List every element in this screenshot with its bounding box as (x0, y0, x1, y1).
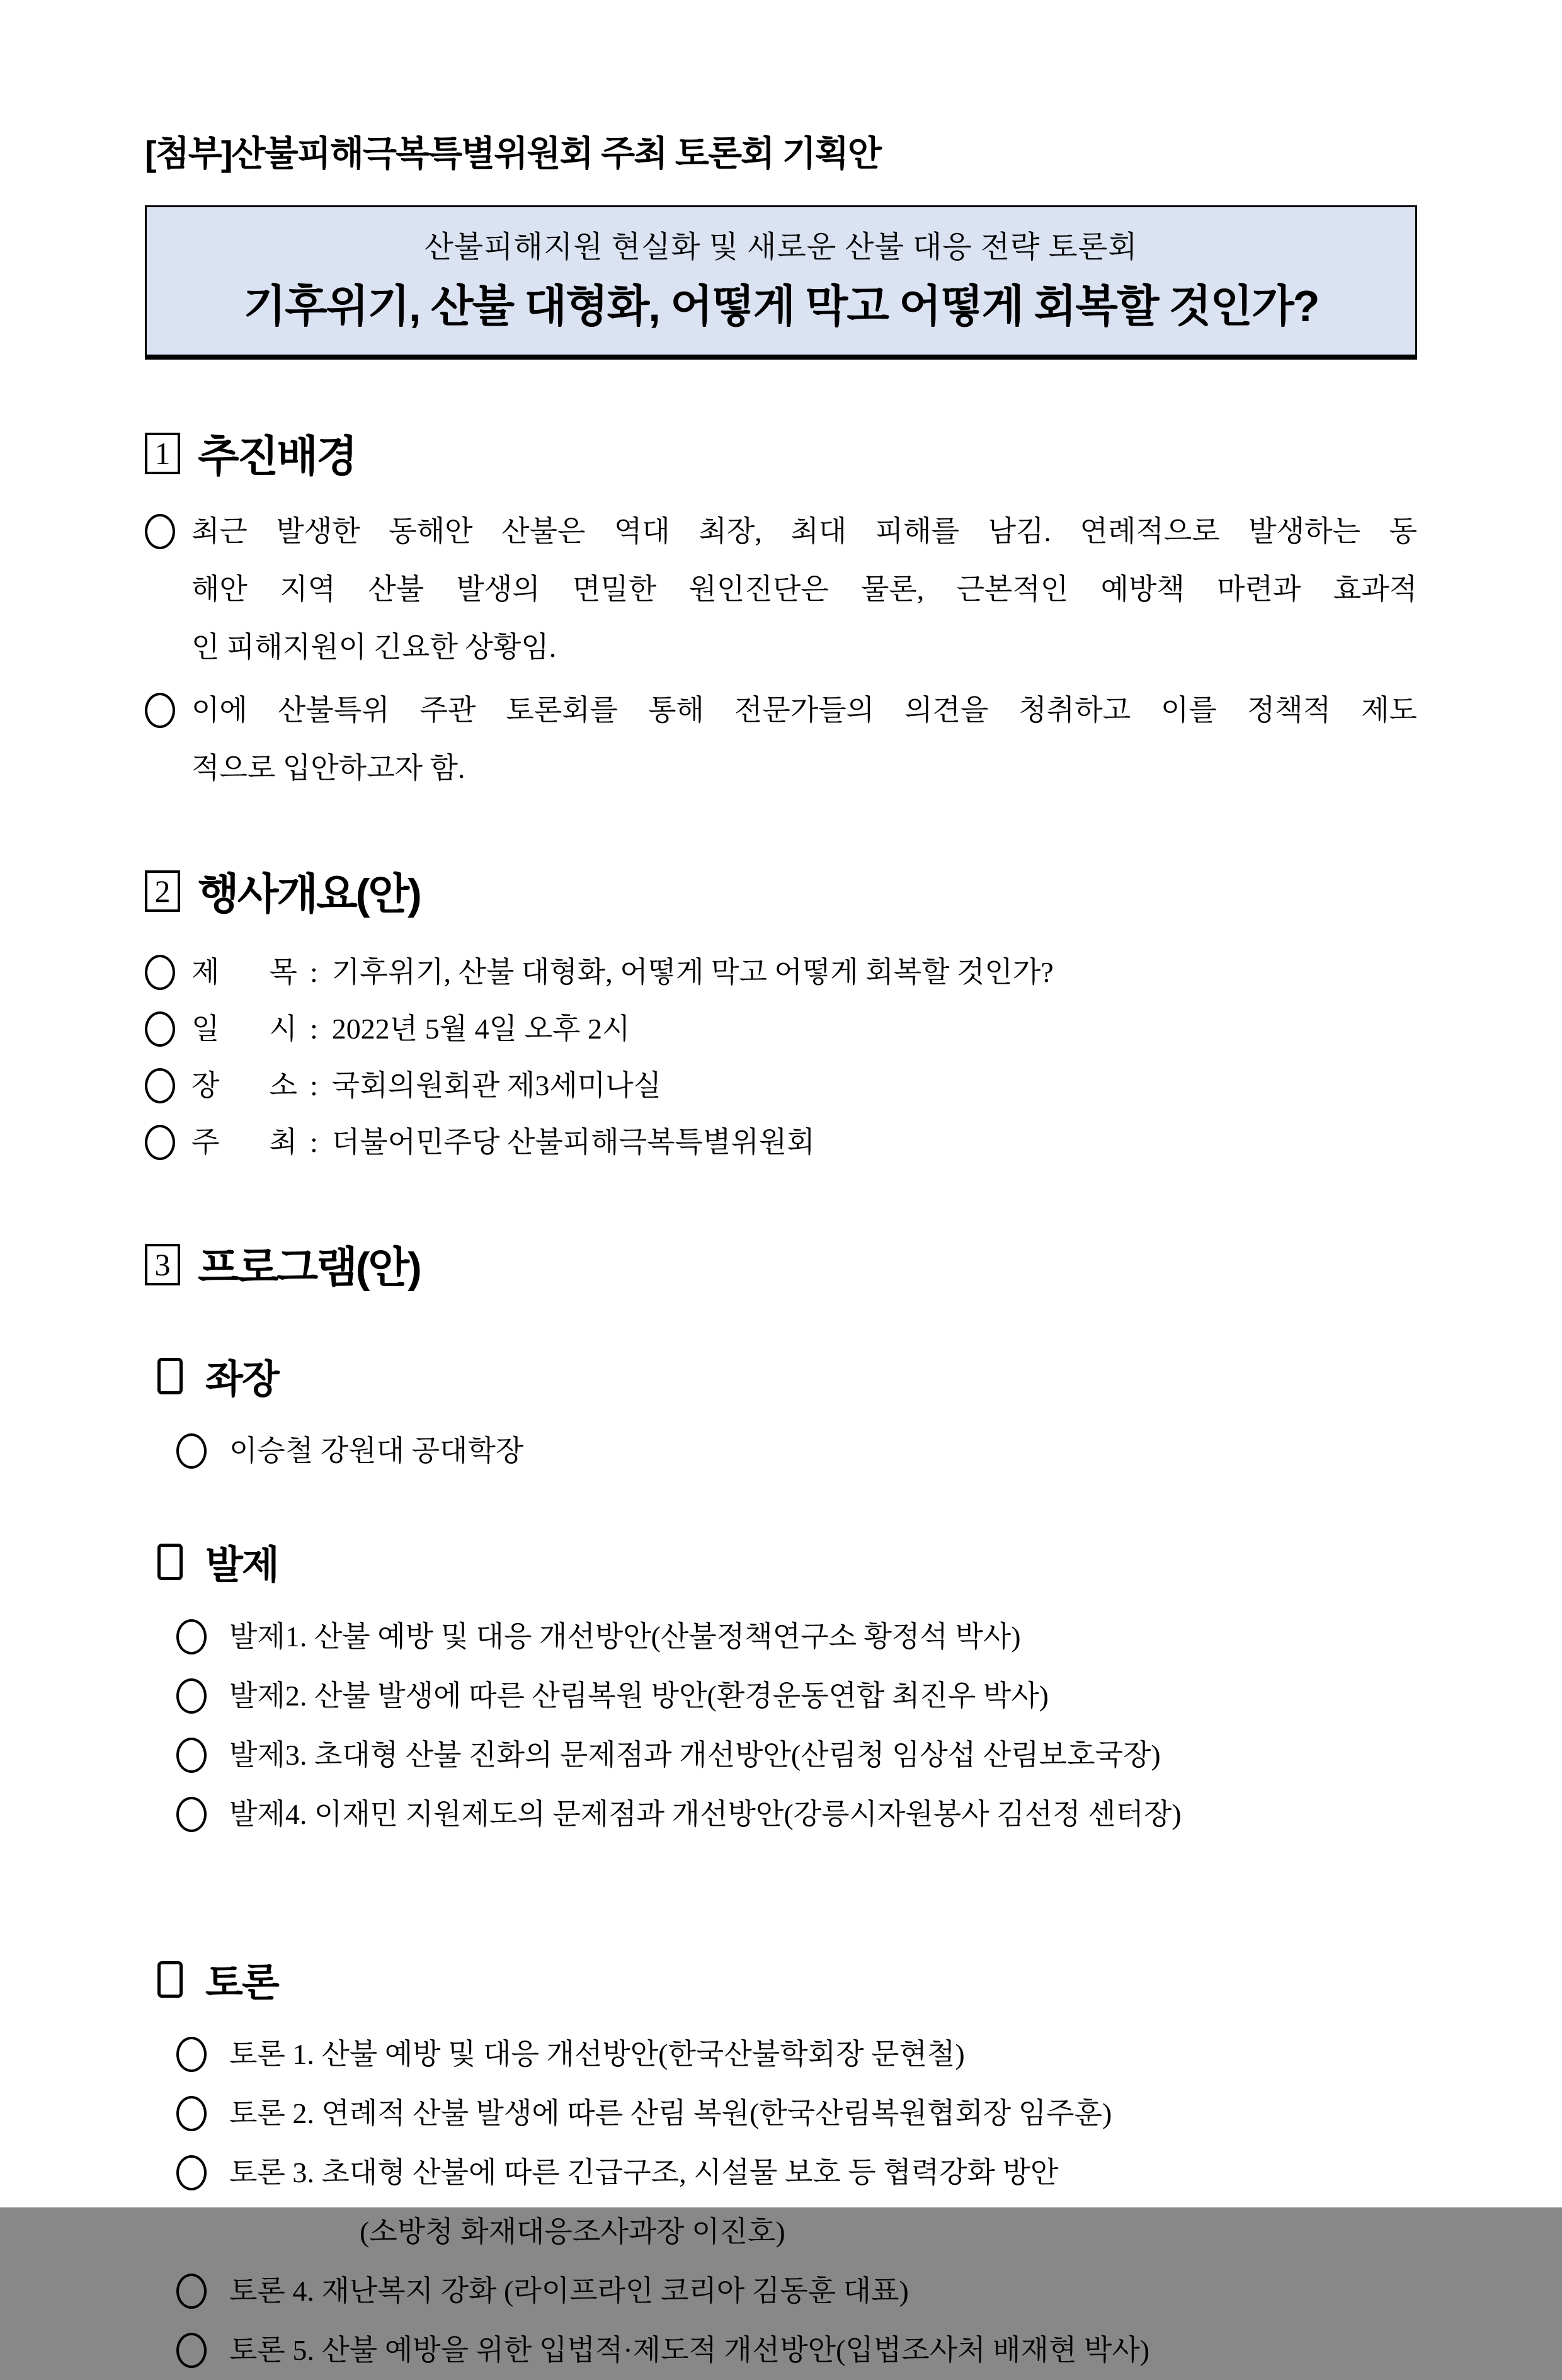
item-text: 발제1. 산불 예방 및 대응 개선방안(산불정책연구소 황정석 박사) (229, 1620, 1021, 1653)
circle-bullet (176, 2096, 207, 2131)
field-colon: : (310, 956, 318, 988)
item-list (176, 2025, 1417, 2380)
item-text: 토론 2. 연례적 산불 발생에 따른 산림 복원(한국산림복원협회장 임주훈) (229, 2097, 1112, 2129)
list-item (176, 1785, 1417, 1844)
subsection-heading (157, 1951, 1417, 2007)
item-text: 발제3. 초대형 산불 진화의 문제점과 개선방안(산림청 임상섭 산림보호국장) (229, 1739, 1161, 1771)
circle-bullet (176, 1433, 207, 1469)
field-label: 장 소 (191, 1069, 297, 1102)
circle-bullet (176, 1797, 207, 1832)
section-number-box (145, 1244, 180, 1285)
item-text: 토론 3. 초대형 산불에 따른 긴급구조, 시설물 보호 등 협력강화 방안 (229, 2156, 1059, 2189)
list-item-continuation (176, 2202, 1417, 2262)
subsection-title: 좌장 (205, 1358, 278, 1401)
paragraph-text (191, 503, 1417, 676)
paragraph-block (145, 503, 1417, 797)
circle-bullet (176, 1678, 207, 1714)
section-number: 3 (154, 1246, 171, 1282)
field-colon: : (310, 1069, 318, 1102)
section-number-box (145, 433, 180, 474)
field-row (145, 1057, 1417, 1114)
field-text (191, 944, 1417, 1001)
list-item (176, 2084, 1417, 2143)
subsection-title: 발제 (205, 1544, 278, 1587)
square-bullet (157, 1961, 183, 1998)
field-text (191, 1057, 1417, 1114)
field-row (145, 1114, 1417, 1171)
square-bullet (157, 1544, 183, 1580)
field-value: 더불어민주당 산불피해극복특별위원회 (331, 1126, 815, 1158)
paragraph (145, 681, 1417, 797)
circle-bullet (176, 2037, 207, 2072)
subsection-presentations (145, 1534, 1417, 1844)
subsection-heading (157, 1348, 1417, 1404)
circle-bullet (176, 1619, 207, 1654)
field-row (145, 1001, 1417, 1057)
section-heading (145, 860, 1417, 921)
circle-bullet (145, 1125, 175, 1160)
item-text: 토론 1. 산불 예방 및 대응 개선방안(한국산불학회장 문현철) (229, 2038, 965, 2070)
section-number: 2 (154, 873, 171, 909)
field-value: 2022년 5월 4일 오후 2시 (331, 1013, 630, 1045)
item-list (176, 1421, 1417, 1481)
circle-bullet (176, 2274, 207, 2309)
item-text: 발제4. 이재민 지원제도의 문제점과 개선방안(강릉시자원봉사 김선정 센터장) (229, 1798, 1182, 1830)
field-label: 일 시 (191, 1013, 297, 1045)
paragraph-text (191, 681, 1417, 797)
circle-bullet (176, 1738, 207, 1773)
item-list (176, 1607, 1417, 1844)
banner-subtitle: 산불피해지원 현실화 및 새로운 산불 대응 전략 토론회 (424, 231, 1138, 264)
list-item (176, 1607, 1417, 1666)
paragraph-line: 적으로 입안하고자 함. (191, 752, 465, 784)
list-item (176, 1421, 1417, 1481)
field-text (191, 1114, 1417, 1171)
square-bullet (157, 1358, 183, 1394)
field-colon: : (310, 1126, 318, 1158)
circle-bullet (145, 1011, 175, 1047)
field-label: 제 목 (191, 956, 297, 988)
circle-bullet (145, 1068, 175, 1103)
paragraph-line: 인 피해지원이 긴요한 상황임. (191, 631, 557, 663)
subsection-title: 토론 (205, 1961, 278, 2005)
list-item (176, 1726, 1417, 1785)
section-heading (145, 1234, 1417, 1295)
banner (145, 205, 1417, 360)
field-label: 주 최 (191, 1126, 297, 1158)
field-list (145, 944, 1417, 1171)
subsection-heading (157, 1534, 1417, 1590)
list-item (176, 1666, 1417, 1726)
field-row (145, 944, 1417, 1001)
list-item (176, 2262, 1417, 2321)
circle-bullet (176, 2155, 207, 2190)
item-text: 이승철 강원대 공대학장 (229, 1435, 524, 1467)
field-colon: : (310, 1013, 318, 1045)
item-text: 토론 5. 산불 예방을 위한 입법적·제도적 개선방안(입법조사처 배재현 박사) (229, 2334, 1150, 2366)
item-text: 발제2. 산불 발생에 따른 산림복원 방안(환경운동연합 최진우 박사) (229, 1680, 1049, 1712)
section-number-box (145, 870, 180, 912)
doc-title: [첨부]산불피해극복특별위원회 주최 토론회 기획안 (145, 134, 881, 173)
circle-bullet (145, 693, 175, 728)
list-item (176, 2143, 1417, 2202)
list-item (176, 2321, 1417, 2380)
subsection-chair (145, 1348, 1417, 1481)
paragraph-line: 최근 발생한 동해안 산불은 역대 최장, 최대 피해를 남김. 연례적으로 발생하는 동 (191, 515, 1417, 547)
field-text (191, 1001, 1417, 1057)
paragraph-line: 이에 산불특위 주관 토론회를 통해 전문가들의 의견을 청취하고 이를 정책적 제도 (191, 694, 1417, 726)
section-program (145, 1234, 1417, 2380)
section-number: 1 (154, 435, 171, 471)
paragraph-line: 해안 지역 산불 발생의 면밀한 원인진단은 물론, 근본적인 예방책 마련과 효과적 (191, 573, 1417, 605)
circle-bullet (145, 955, 175, 990)
circle-bullet (176, 2333, 207, 2368)
subsection-discussion (145, 1951, 1417, 2380)
paragraph (145, 503, 1417, 676)
section-background (145, 423, 1417, 797)
item-continuation-text: (소방청 화재대응조사과장 이진호) (360, 2216, 785, 2248)
section-title: 프로그램(안) (198, 1244, 420, 1292)
list-item (176, 2025, 1417, 2084)
section-title: 추진배경 (198, 433, 356, 481)
field-value: 국회의원회관 제3세미나실 (331, 1069, 662, 1102)
section-heading (145, 423, 1417, 484)
circle-bullet (145, 514, 175, 549)
field-value: 기후위기, 산불 대형화, 어떻게 막고 어떻게 회복할 것인가? (331, 956, 1054, 988)
banner-title: 기후위기, 산불 대형화, 어떻게 막고 어떻게 회복할 것인가? (243, 282, 1319, 331)
section-title: 행사개요(안) (198, 870, 420, 918)
section-overview (145, 860, 1417, 1171)
item-text: 토론 4. 재난복지 강화 (라이프라인 코리아 김동훈 대표) (229, 2275, 909, 2307)
